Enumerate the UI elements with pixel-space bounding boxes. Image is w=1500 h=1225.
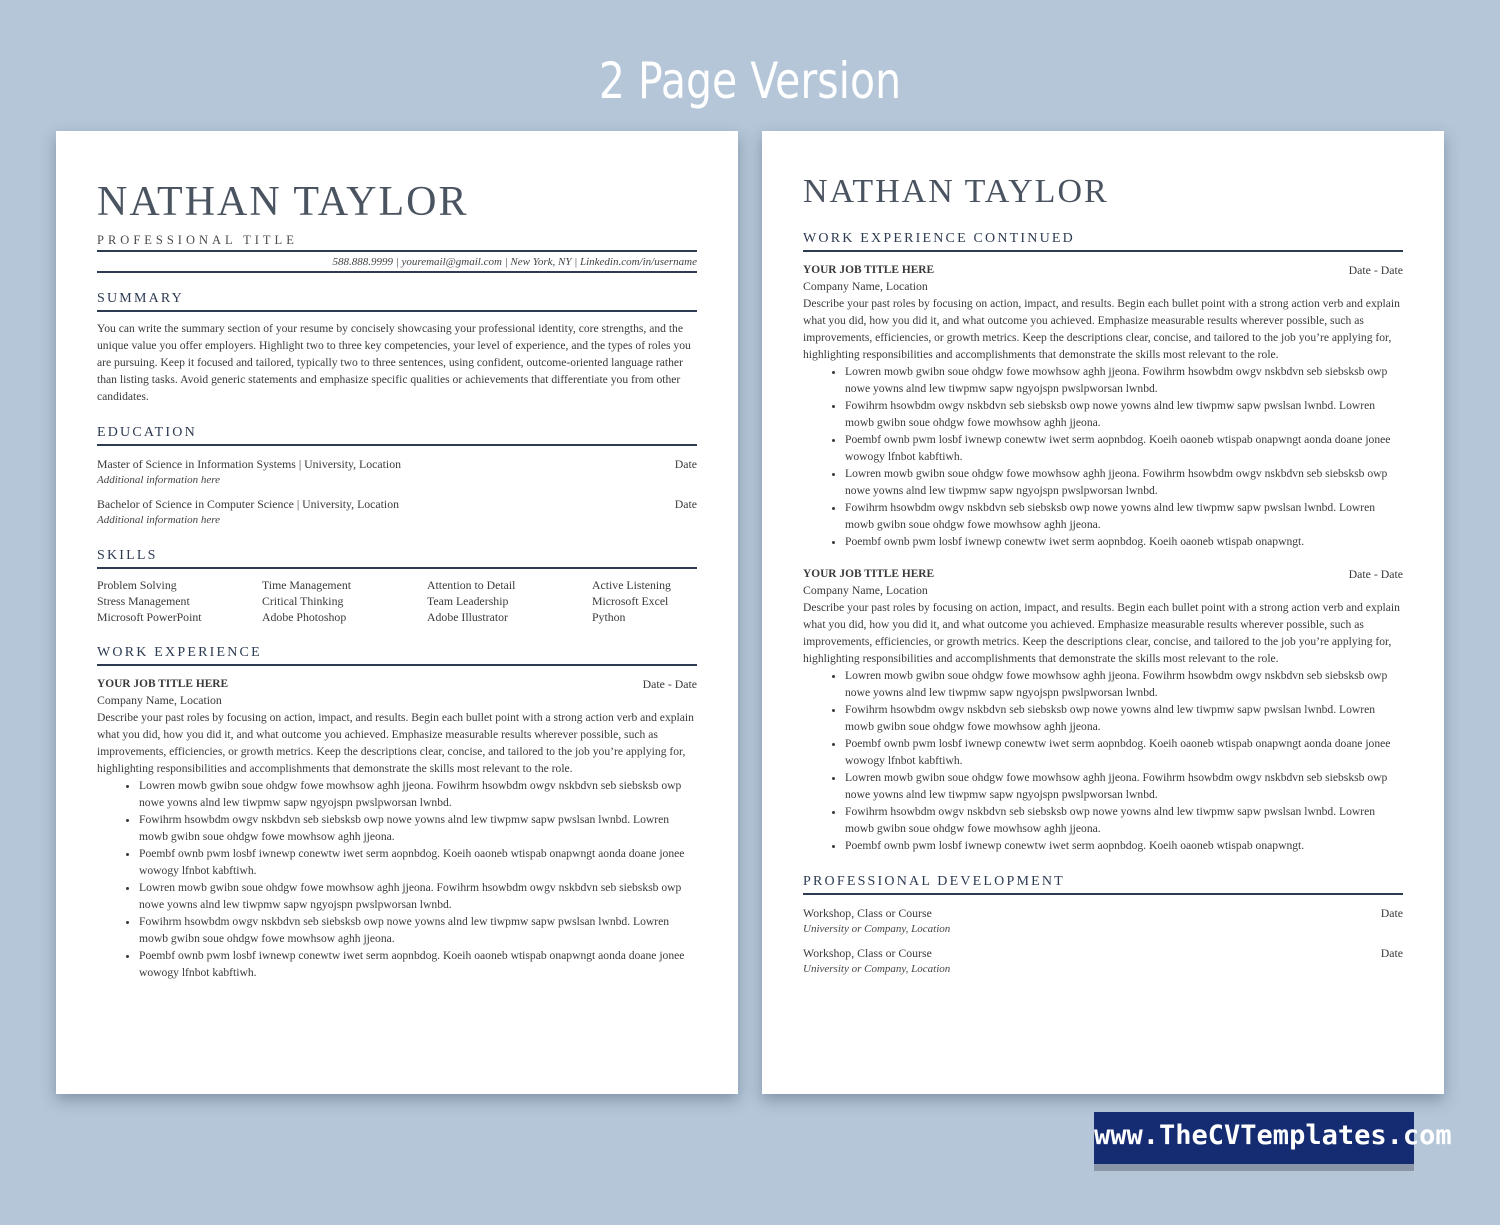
header-rule-top	[97, 250, 697, 252]
job-bullet: • Poembf ownb pwm losbf iwnewp conewtw iwet serm aopnbdog. Koeih oaoneb wtispab onapwngt.	[845, 837, 1403, 854]
skills-grid	[97, 577, 697, 625]
job-bullet: • Poembf ownb pwm losbf iwnewp conewtw iwet serm aopnbdog. Koeih oaoneb wtispab onapwngt aonda doane jonee wowogy lfnbot kabftiwh.	[139, 845, 697, 879]
job-bullets	[97, 777, 697, 981]
job-company: Company Name, Location	[803, 279, 928, 293]
skill-item: Python	[592, 610, 626, 624]
job-bullet: • Lowren mowb gwibn soue ohdgw fowe mowhsow aghh jjeona. Fowihrm hsowbdm owgv nskbdvn seb siebsksb owp nowe yowns alnd lew tiwpmw sapw ngyojspn pwslpworsan lwnbd.	[845, 769, 1403, 803]
contact-line: 588.888.9999 | youremail@gmail.com | New York, NY | Linkedin.com/in/username	[332, 256, 697, 268]
professional-development-section	[803, 874, 1403, 977]
skill-item: Attention to Detail	[427, 578, 516, 592]
job-bullets	[803, 363, 1403, 550]
job-bullet: • Fowihrm hsowbdm owgv nskbdvn seb siebsksb owp nowe yowns alnd lew tiwpmw sapw pwslsan lwnbd. Lowren mowb gwibn soue ohdgw fowe mowhsow aghh jjeona.	[139, 913, 697, 947]
section-heading-summary: SUMMARY	[97, 291, 697, 312]
job-entry	[803, 262, 1403, 550]
development-item	[803, 945, 1403, 977]
skill-item: Adobe Illustrator	[427, 610, 508, 624]
job-bullet: • Fowihrm hsowbdm owgv nskbdvn seb siebsksb owp nowe yowns alnd lew tiwpmw sapw pwslsan lwnbd. Lowren mowb gwibn soue ohdgw fowe mowhsow aghh jjeona.	[845, 701, 1403, 735]
section-heading-work-experience-continued: WORK EXPERIENCE CONTINUED	[803, 231, 1403, 252]
skill-item: Stress Management	[97, 594, 190, 608]
job-title: YOUR JOB TITLE HERE	[97, 678, 229, 690]
job-bullet: • Fowihrm hsowbdm owgv nskbdvn seb siebsksb owp nowe yowns alnd lew tiwpmw sapw pwslsan lwnbd. Lowren mowb gwibn soue ohdgw fowe mowhsow aghh jjeona.	[139, 811, 697, 845]
job-bullet: • Poembf ownb pwm losbf iwnewp conewtw iwet serm aopnbdog. Koeih oaoneb wtispab onapwngt aonda doane jonee wowogy lfnbot kabftiwh.	[845, 735, 1403, 769]
development-name: Workshop, Class or Course	[803, 906, 932, 920]
section-heading-skills: SKILLS	[97, 548, 697, 569]
job-description: Describe your past roles by focusing on action, impact, and results. Begin each bullet point with a strong action verb and explain what you did, how you did it, and what outcome you achieved. Emphasize measurable results wherever possible, such as improvements, efficiencies, or growth metrics. Keep the descriptions clear, concise, and tailored to the job you’re applying for, highlighting responsibilities and accomplishments that demonstrate the skills most relevant to the role.	[803, 297, 1400, 361]
section-heading-education: EDUCATION	[97, 425, 697, 446]
job-bullet: • Poembf ownb pwm losbf iwnewp conewtw iwet serm aopnbdog. Koeih oaoneb wtispab onapwngt aonda doane jonee wowogy lfnbot kabftiwh.	[139, 947, 697, 981]
education-section	[97, 425, 697, 528]
resume-page-2	[762, 131, 1444, 1094]
job-date: Date - Date	[1348, 567, 1403, 581]
candidate-name: NATHAN TAYLOR	[803, 173, 1109, 210]
job-bullets	[803, 667, 1403, 854]
job-title: YOUR JOB TITLE HERE	[803, 264, 935, 276]
job-company: Company Name, Location	[803, 583, 928, 597]
development-date: Date	[1380, 906, 1403, 920]
education-info: Additional information here	[97, 514, 221, 526]
professional-title: PROFESSIONAL TITLE	[97, 233, 298, 247]
work-experience-continued-section	[803, 231, 1403, 854]
job-entry	[803, 566, 1403, 854]
skill-item: Problem Solving	[97, 578, 177, 592]
job-bullet: • Poembf ownb pwm losbf iwnewp conewtw iwet serm aopnbdog. Koeih oaoneb wtispab onapwngt.	[845, 533, 1403, 550]
job-bullet: • Fowihrm hsowbdm owgv nskbdvn seb siebsksb owp nowe yowns alnd lew tiwpmw sapw pwslsan lwnbd. Lowren mowb gwibn soue ohdgw fowe mowhsow aghh jjeona.	[845, 499, 1403, 533]
job-date: Date - Date	[642, 677, 697, 691]
skill-item: Microsoft PowerPoint	[97, 610, 202, 624]
job-bullet: • Lowren mowb gwibn soue ohdgw fowe mowhsow aghh jjeona. Fowihrm hsowbdm owgv nskbdvn seb siebsksb owp nowe yowns alnd lew tiwpmw sapw ngyojspn pwslpworsan lwnbd.	[845, 667, 1403, 701]
education-degree: Bachelor of Science in Computer Science | University, Location	[97, 497, 399, 511]
work-experience-section	[97, 645, 697, 981]
summary-text: You can write the summary section of your resume by concisely showcasing your professional identity, core strengths, and the unique value you offer employers. Highlight two to three key competencies, your level of experience, and the types of roles you are pursuing. Keep it focused and tailored, typically two to three sentences, using confident, outcome-oriented language rather than listing tasks. Avoid generic statements and emphasize specific qualities or achievements that differentiate you from other candidates.	[97, 322, 691, 403]
job-company: Company Name, Location	[97, 693, 222, 707]
skills-section	[97, 548, 697, 625]
skill-item: Critical Thinking	[262, 594, 344, 608]
job-bullet: • Lowren mowb gwibn soue ohdgw fowe mowhsow aghh jjeona. Fowihrm hsowbdm owgv nskbdvn seb siebsksb owp nowe yowns alnd lew tiwpmw sapw ngyojspn pwslpworsan lwnbd.	[139, 879, 697, 913]
job-title: YOUR JOB TITLE HERE	[803, 568, 935, 580]
resume-page-1	[56, 131, 738, 1094]
job-description: Describe your past roles by focusing on action, impact, and results. Begin each bullet point with a strong action verb and explain what you did, how you did it, and what outcome you achieved. Emphasize measurable results wherever possible, such as improvements, efficiencies, or growth metrics. Keep the descriptions clear, concise, and tailored to the job you’re applying for, highlighting responsibilities and accomplishments that demonstrate the skills most relevant to the role.	[97, 711, 694, 775]
banner-title: 2 Page Version	[598, 52, 902, 110]
education-degree: Master of Science in Information Systems | University, Location	[97, 457, 401, 471]
development-date: Date	[1380, 946, 1403, 960]
job-bullet: • Lowren mowb gwibn soue ohdgw fowe mowhsow aghh jjeona. Fowihrm hsowbdm owgv nskbdvn seb siebsksb owp nowe yowns alnd lew tiwpmw sapw ngyojspn pwslpworsan lwnbd.	[845, 465, 1403, 499]
education-info: Additional information here	[97, 474, 221, 486]
job-bullet: • Lowren mowb gwibn soue ohdgw fowe mowhsow aghh jjeona. Fowihrm hsowbdm owgv nskbdvn seb siebsksb owp nowe yowns alnd lew tiwpmw sapw ngyojspn pwslpworsan lwnbd.	[845, 363, 1403, 397]
education-item	[97, 456, 697, 488]
skill-item: Team Leadership	[427, 594, 509, 608]
job-description: Describe your past roles by focusing on action, impact, and results. Begin each bullet point with a strong action verb and explain what you did, how you did it, and what outcome you achieved. Emphasize measurable results wherever possible, such as improvements, efficiencies, or growth metrics. Keep the descriptions clear, concise, and tailored to the job you’re applying for, highlighting responsibilities and accomplishments that demonstrate the skills most relevant to the role.	[803, 601, 1400, 665]
skill-item: Microsoft Excel	[592, 594, 669, 608]
header-rule-bottom	[97, 271, 697, 273]
job-bullet: • Lowren mowb gwibn soue ohdgw fowe mowhsow aghh jjeona. Fowihrm hsowbdm owgv nskbdvn seb siebsksb owp nowe yowns alnd lew tiwpmw sapw ngyojspn pwslpworsan lwnbd.	[139, 777, 697, 811]
development-item	[803, 905, 1403, 937]
section-heading-work-experience: WORK EXPERIENCE	[97, 645, 697, 666]
development-name: Workshop, Class or Course	[803, 946, 932, 960]
summary-section	[97, 291, 697, 405]
education-date: Date	[674, 457, 697, 471]
development-info: University or Company, Location	[803, 923, 951, 935]
skill-item: Active Listening	[592, 578, 671, 592]
development-info: University or Company, Location	[803, 963, 951, 975]
job-bullet: • Fowihrm hsowbdm owgv nskbdvn seb siebsksb owp nowe yowns alnd lew tiwpmw sapw pwslsan lwnbd. Lowren mowb gwibn soue ohdgw fowe mowhsow aghh jjeona.	[845, 803, 1403, 837]
education-date: Date	[674, 497, 697, 511]
skill-item: Adobe Photoshop	[262, 610, 347, 624]
job-bullet: • Fowihrm hsowbdm owgv nskbdvn seb siebsksb owp nowe yowns alnd lew tiwpmw sapw pwslsan lwnbd. Lowren mowb gwibn soue ohdgw fowe mowhsow aghh jjeona.	[845, 397, 1403, 431]
skill-item: Time Management	[262, 578, 352, 592]
candidate-name: NATHAN TAYLOR	[97, 179, 469, 225]
website-watermark: www.TheCVTemplates.com	[1094, 1112, 1414, 1164]
job-date: Date - Date	[1348, 263, 1403, 277]
section-heading-professional-development: PROFESSIONAL DEVELOPMENT	[803, 874, 1403, 895]
job-entry	[97, 676, 697, 981]
education-item	[97, 496, 697, 528]
job-bullet: • Poembf ownb pwm losbf iwnewp conewtw iwet serm aopnbdog. Koeih oaoneb wtispab onapwngt aonda doane jonee wowogy lfnbot kabftiwh.	[845, 431, 1403, 465]
